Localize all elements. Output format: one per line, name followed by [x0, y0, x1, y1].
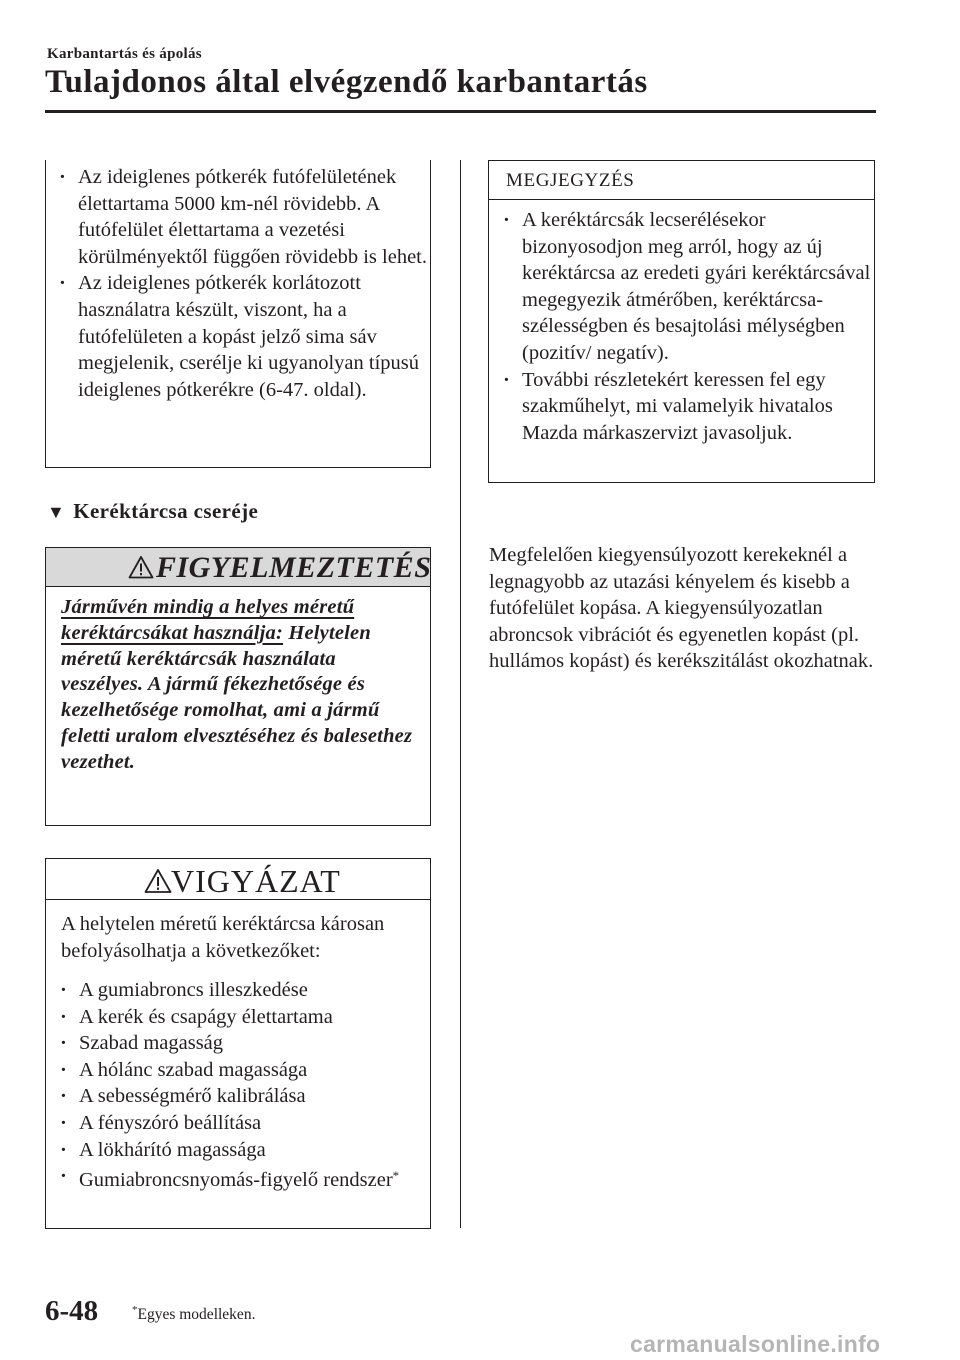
- caution-header: [46, 859, 430, 900]
- spare-tire-list: [45, 164, 431, 403]
- warning-triangle-icon: [128, 555, 154, 579]
- footnote: [132, 1304, 255, 1324]
- body-paragraph: Megfelelően kiegyensúlyozott kerekeknél a legnagyobb az utazási kényelem és kisebb a futófelület kopása. A kiegyensúlyozatlan abroncsok vibrációt és egyenetlen kopást (pl. hullámos kopást) és kerékszitálást okozhatnak.: [489, 544, 874, 672]
- triangle-down-icon: ▼: [47, 502, 66, 522]
- list-item: · A sebességmérő kalibrálása: [46, 1083, 430, 1110]
- watermark: carmanualsonline.info: [630, 1331, 881, 1357]
- list-item: · A kerék és csapágy élettartama: [46, 1004, 430, 1031]
- warning-title: FIGYELMEZTETÉS: [156, 551, 432, 584]
- list-item-text: Gumiabroncsnyomás-figyelő rendszer: [79, 1169, 393, 1192]
- section-subheading: [47, 499, 258, 524]
- page-title: Tulajdonos által elvégzendő karbantartás: [45, 64, 648, 100]
- note-list: [489, 207, 874, 446]
- list-item: · A gumiabroncs illeszkedése: [46, 977, 430, 1004]
- list-item: · A lökhárító magassága: [46, 1137, 430, 1164]
- warning-triangle-icon: [144, 868, 172, 894]
- note-header: [489, 161, 874, 200]
- warning-body: Helytelen méretű keréktárcsák használata veszélyes. A jármű fékezhetősége és kezelhetősége romolhat, ami a jármű feletti uralom elvesztéséhez és balesethez vezethet.: [61, 621, 413, 773]
- asterisk-mark: *: [392, 1168, 400, 1184]
- note-box: [488, 160, 875, 483]
- section-label: Karbantartás és ápolás: [47, 46, 202, 62]
- warning-text: [61, 595, 421, 776]
- footnote-mark: *: [132, 1304, 138, 1316]
- warning-header: [46, 548, 430, 587]
- warning-lead: Járművén mindig a helyes méretű keréktárcsákat használja:: [61, 596, 355, 644]
- caution-intro: A helytelen méretű keréktárcsa károsan befolyásolhatja a következőket:: [61, 913, 385, 962]
- caution-box: [45, 858, 431, 1229]
- list-item: [46, 1163, 430, 1194]
- title-rule: [45, 110, 876, 113]
- list-item: · Az ideiglenes pótkerék futófelületének élettartama 5000 km-nél rövidebb. A futófelület élettartama a vezetési körülményektől függően rövidebb is lehet.: [45, 164, 431, 270]
- list-item: · Szabad magasság: [46, 1030, 430, 1057]
- list-item: · A keréktárcsák lecserélésekor bizonyosodjon meg arról, hogy az új keréktárcsa az eredeti gyári keréktárcsával megegyezik átmérőben, keréktárcsa-szélességben és besajtolási mélységben (pozitív/ negatív).: [489, 207, 874, 367]
- list-item: · A fényszóró beállítása: [46, 1110, 430, 1137]
- list-item: · Az ideiglenes pótkerék korlátozott használatra készült, viszont, ha a futófelületen a kopást jelző sima sáv megjelenik, cserélje ki ugyanolyan típusú ideiglenes pótkerékre (6-47. oldal).: [45, 270, 431, 403]
- caution-title: VIGYÁZAT: [171, 863, 341, 899]
- list-item: · A hólánc szabad magassága: [46, 1057, 430, 1084]
- list-item: · További részletekért keressen fel egy szakműhelyt, mi valamelyik hivatalos Mazda márkaszervizt javasoljuk.: [489, 367, 874, 447]
- caution-list: [46, 977, 430, 1194]
- subheading-text: Keréktárcsa cseréje: [73, 499, 259, 523]
- page-number: 6-48: [45, 1295, 99, 1327]
- note-title: MEGJEGYZÉS: [506, 170, 635, 191]
- footnote-text: Egyes modelleken.: [137, 1306, 256, 1324]
- warning-box: [45, 547, 431, 826]
- column-divider: [460, 160, 461, 1228]
